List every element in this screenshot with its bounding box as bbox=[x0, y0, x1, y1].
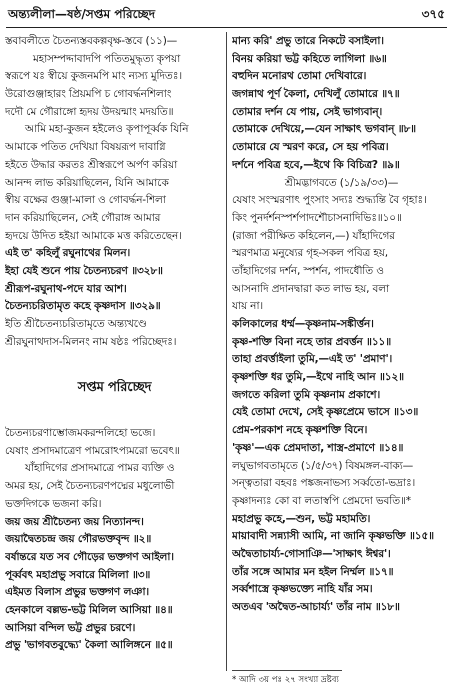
payar-line: যেই তোমা দেখে, সেই কৃষ্ণপ্রেমে ভাসে ॥১৩॥ bbox=[232, 406, 419, 419]
payar-line: বহুদিন মনোরথ তোমা দেখিবারে। bbox=[232, 70, 367, 83]
colophon-line: ইতি শ্রীচৈতন্যচরিতামৃতে অন্ত্যখণ্ডে bbox=[5, 318, 147, 330]
payar-line: তোমার দর্শন যে পায়, সেই ভাগ্যবান্। bbox=[232, 105, 383, 118]
payar-line: চৈতন্যচরিতামৃত কহে কৃষ্ণদাস ॥৩২৯॥ bbox=[5, 300, 161, 313]
payar-line: অতএব 'অদ্বৈত-আচার্য্য' তাঁর নাম ॥১৮॥ bbox=[232, 601, 400, 613]
payar-line: কলিকালের ধর্ম্ম—কৃষ্ণনাম-সঙ্কীর্ত্তন। bbox=[232, 318, 374, 330]
translation-line: দান করিয়াছিলেন, সেই গৌরাঙ্গ আমার bbox=[5, 211, 161, 224]
payar-line: অদ্বৈতাচার্য্য-গোসাঞি—'সাক্ষাৎ ঈশ্বর'। bbox=[232, 547, 391, 560]
payar-line: কৃষ্ণশক্তি ধর তুমি,—ইথে নাহি আন ॥১২॥ bbox=[232, 371, 404, 384]
payar-line: শ্রীরূপ-রঘুনাথ-পদে যার আশ। bbox=[5, 282, 127, 295]
payar-line: ইহা যেই শুনে পায় চৈতন্যচরণ ॥৩২৮॥ bbox=[5, 264, 163, 277]
source-citation: লঘুভাগবতামৃতে (১/৫/৩৭) বিষমঙ্গল-বাক্য— bbox=[232, 459, 414, 472]
verse-line: যেষাং সংস্মরণাৎ পুংসাং সদ্যঃ শুদ্ধ্যন্তি বৈ গৃহাঃ। bbox=[232, 194, 427, 207]
payar-line: দর্শনে পবিত্র হবে,—ইথে কি বিচিত্র? ॥৯॥ bbox=[232, 158, 400, 171]
verse-line: যেষাং প্রসাদমাত্রেণ পামরোঽপ্যমরো ভবেৎ॥ bbox=[5, 444, 180, 457]
translation-line: হইতে উদ্ধার করতঃ শ্রীস্বরূপে অর্পণ করিয়া bbox=[5, 158, 178, 171]
verse-line: দদৌ মে গৌরাঙ্গো হৃদয় উদয়ন্মাং মদয়তি॥ bbox=[5, 105, 174, 118]
translation-line: হৃদয়ে উদিত হইয়া আমাকে মত্ত করিতেছেন। bbox=[5, 229, 182, 242]
chapter-heading: সপ্তম পরিচ্ছেদ bbox=[77, 380, 152, 396]
payar-line: মহাপ্রভু কহে,—শুন, ভট্ট মহামতি। bbox=[232, 512, 371, 525]
translation-line: আনন্দ লাভ করিয়াছিলেন, যিনি আমাকে bbox=[5, 176, 169, 189]
payar-line: প্রেম-পরকাশ নহে কৃষ্ণশক্তি বিনে। bbox=[232, 424, 368, 437]
payar-line: হেনকালে বল্লভ-ভট্ট মিলিল আসিয়া ॥৪॥ bbox=[5, 603, 173, 616]
translation-line: আমি মহা-কুজন হইলেও কৃপাপূর্ব্বক যিনি bbox=[25, 123, 189, 136]
right-column bbox=[232, 33, 451, 617]
verse-line: কৃষ্ণাদন্যঃ কো বা লতাস্বপি প্রেমদো ভবতি॥* bbox=[232, 494, 411, 507]
translation-line: তাঁহাদিগের দর্শন, স্পর্শন, পাদধৌতি ও bbox=[232, 264, 384, 277]
verse-line: কিং পুনর্দর্শনস্পর্শপাদশৌচাসনাদিভিঃ॥১০॥ bbox=[232, 211, 402, 224]
source-citation: শ্রীমদ্ভাগবতে (১/১৯/৩৩)— bbox=[284, 176, 399, 189]
payar-line: মায়াবাদী সন্ন্যাসী আমি, না জানি কৃষ্ণভক্তি ॥১৫॥ bbox=[232, 530, 434, 543]
payar-line: সর্ব্বশাস্ত্রে কৃষ্ণভক্ত্যে নাহি যাঁর সম। bbox=[232, 583, 373, 596]
payar-line: তাহা প্রবর্ত্তাইলা তুমি,—এই ত' 'প্রমাণ'। bbox=[232, 353, 393, 366]
footnote-rule bbox=[232, 670, 342, 671]
payar-line: জগন্নাথ পূর্ণ কৈলা, দেখিলুঁ তোমারে ॥৭॥ bbox=[232, 88, 400, 101]
translation-line: যায় না। bbox=[232, 300, 263, 313]
payar-line: পূর্ব্ববৎ মহাপ্রভু সবারে মিলিলা ॥৩॥ bbox=[5, 568, 151, 581]
payar-line: জয়াদ্বৈতচন্দ্র জয় গৌরভক্তবৃন্দ ॥২॥ bbox=[5, 533, 152, 546]
text-line: স্তবাবলীতে চৈতন্যস্তবকল্পবৃক্ষ-স্তবে (১১)— bbox=[5, 35, 178, 47]
colophon-line: শ্রীরঘুনাথদাস-মিলনং নাম ষষ্ঠঃ পরিচ্ছেদঃ। bbox=[5, 335, 177, 348]
column-divider bbox=[226, 32, 227, 671]
verse-line: স্বরূপে যঃ স্বীয়ে কুজনমপি মাং ন্যস্য মুদিতঃ। bbox=[5, 70, 182, 83]
translation-line: আসনাদি প্রদানদ্বারা কত লাভ হয়, বলা bbox=[232, 282, 389, 295]
payar-line: প্রভু 'ভাগবতবুদ্ধ্যে' কৈলা আলিঙ্গনে ॥৫॥ bbox=[5, 639, 173, 652]
left-column bbox=[5, 33, 224, 655]
footnote: * আদি ৩য় পঃ ২৭ সংখ্যা দ্রষ্টব্য bbox=[232, 675, 339, 685]
verse-line: সন্ত্বতারা বহবঃ পঙ্কজনাভস্য সর্ব্বতো-ভদ্রাঃ। bbox=[232, 477, 416, 490]
verse-line: উরোগুঞ্জাহারং প্রিয়মপি চ গোবর্দ্ধনশিলাং bbox=[5, 88, 172, 101]
translation-line: যাঁহাদিগের প্রসাদমাত্রে পামর ব্যক্তি ও bbox=[25, 462, 175, 475]
payar-line: তাঁর সঙ্গে আমার মন হইল নির্ম্মল ॥১৭॥ bbox=[232, 565, 394, 578]
payar-line: বর্ষান্তরে যত সব গৌড়ের ভক্তগণ আইলা। bbox=[5, 550, 174, 563]
payar-line: কৃষ্ণ-শক্তি বিনা নহে তার প্রবর্ত্তন ॥১১॥ bbox=[232, 335, 391, 348]
translation-line: ভক্তদিগকে ভজনা করি। bbox=[5, 497, 102, 510]
running-title: অন্ত্যলীলা—ষষ্ঠ/সপ্তম পরিচ্ছেদ bbox=[8, 7, 156, 21]
payar-line: বিনয় করিয়া ভট্ট কহিতে লাগিলা ॥৬॥ bbox=[232, 52, 387, 65]
header-rule bbox=[6, 27, 447, 28]
translation-line: (রাজা পরীক্ষিত কহিলেন,—) যাঁহাদিগের bbox=[232, 229, 395, 242]
payar-line: মান্য করি' প্রভু তারে নিকটে বসাইলা। bbox=[232, 35, 384, 47]
translation-line: স্মরণমাত্র মনুষ্যের গৃহ-সকল পবিত্র হয়, bbox=[232, 247, 388, 260]
translation-line: অমর হয়, সেই চৈতন্যচরণপদ্মের মধুলোভী bbox=[5, 480, 175, 493]
verse-line: মহাসম্পদ্দাবাদপি পতিতমুদ্ধৃত্য কৃপয়া bbox=[33, 52, 181, 65]
payar-line: 'কৃষ্ণ'—এক প্রেমদাতা, শাস্ত্র-প্রমাণে ॥১৪॥ bbox=[232, 441, 404, 454]
payar-line: আসিয়া বন্দিল ভট্ট প্রভুর চরণে। bbox=[5, 621, 136, 634]
page-header bbox=[6, 5, 445, 23]
payar-line: এইমত বিলাস প্রভুর ভক্তগণ লঞা। bbox=[5, 586, 149, 599]
translation-line: আমাকে পতিত দেখিয়া বিষয়রূপ দাবাগ্নি bbox=[5, 141, 166, 154]
page-number: ৩৭৫ bbox=[421, 7, 445, 21]
payar-line: এই ত' কহিলুঁ রঘুনাথের মিলন। bbox=[5, 247, 131, 260]
payar-line: জয় জয় শ্রীচৈতন্য জয় নিত্যানন্দ। bbox=[5, 515, 144, 528]
verse-line: চৈতন্যচরণাম্ভোজমকরন্দলিহো ভজে। bbox=[5, 427, 156, 440]
payar-line: তোমাকে দেখিয়ে,—যেন সাক্ষাৎ ভগবান্ ॥৮॥ bbox=[232, 123, 416, 136]
payar-line: তোমারে যে স্মরণ করে, সে হয় পবিত্র। bbox=[232, 141, 389, 154]
payar-line: জগতে করিলা তুমি কৃষ্ণনাম প্রকাশে। bbox=[232, 388, 381, 401]
translation-line: স্বীয় বক্ষের গুঞ্জা-মালা ও গোবর্দ্ধন-শিলা bbox=[5, 194, 166, 207]
